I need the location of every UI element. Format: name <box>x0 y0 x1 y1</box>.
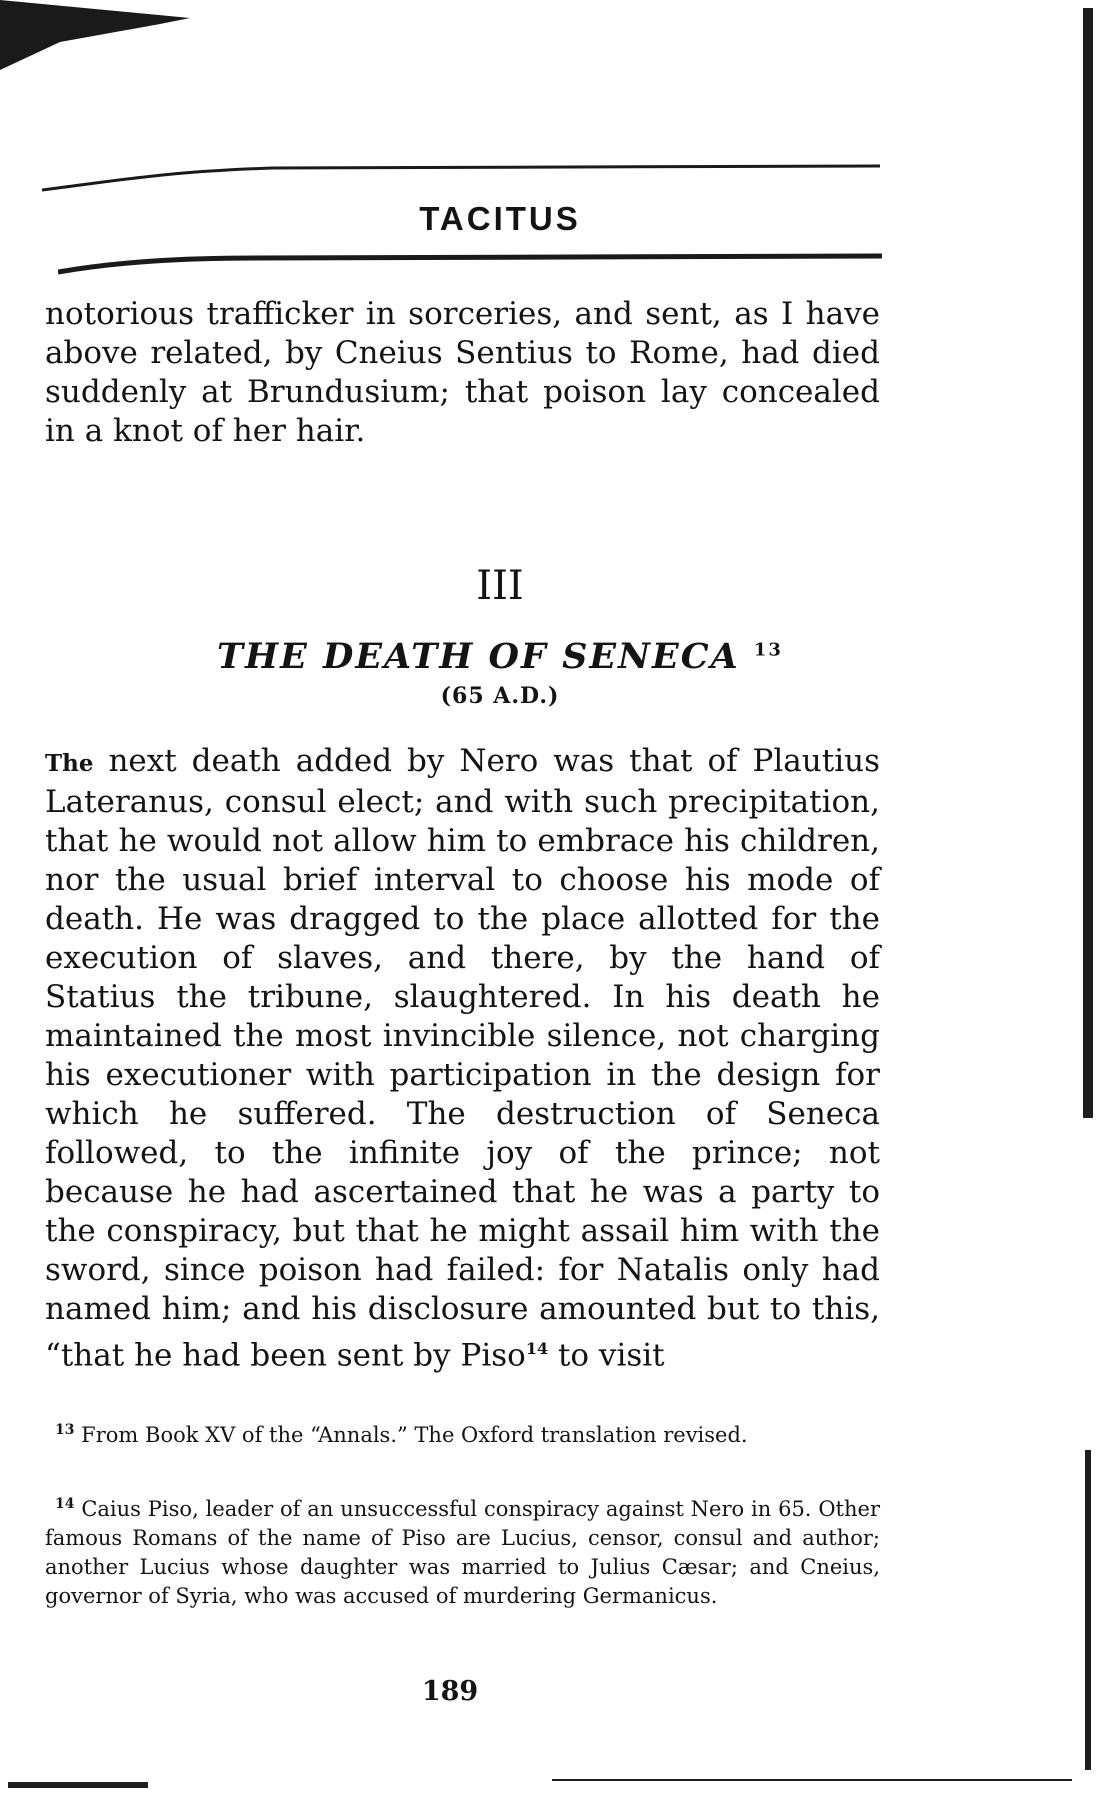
continued-paragraph <box>45 295 880 451</box>
page-edge-shadow-top <box>1083 8 1093 1118</box>
footnote-text: From Book XV of the “Annals.” The Oxford translation revised. <box>81 1423 748 1447</box>
footnote-14 <box>45 1490 880 1611</box>
section-title-footnote-mark: 13 <box>753 639 783 661</box>
opening-word: The <box>45 750 94 777</box>
continued-paragraph-text: notorious trafficker in sorceries, and sent, as I have above related, by Cneius Sentius to Rome, had died suddenly at Brundusium; that poison lay concealed in a knot of her hair. <box>45 296 880 449</box>
bottom-edge-mark-left <box>8 1782 148 1788</box>
footnote-13 <box>45 1416 880 1450</box>
section-number: III <box>476 563 524 609</box>
footnote-number: 14 <box>55 1496 75 1512</box>
section-title <box>0 636 1000 677</box>
bottom-edge-mark-right <box>552 1779 1072 1781</box>
footnote-text: Caius Piso, leader of an unsuccessful conspiracy against Nero in 65. Other famous Romans of the name of Piso are Lucius, censor, consul and author; another Lucius whose daughter was married to Julius Cæsar; and Cneius, governor of Syria, who was accused of murdering Germanicus. <box>45 1497 880 1608</box>
main-paragraph <box>45 742 880 1375</box>
footnote-reference: 14 <box>525 1339 549 1358</box>
running-head: TACITUS <box>419 200 581 237</box>
header-rule-top <box>42 160 880 200</box>
section-date: (65 A.D.) <box>440 683 560 709</box>
header-rule-bottom <box>58 250 882 280</box>
footnote-number: 13 <box>55 1422 75 1438</box>
page-edge-shadow-bottom <box>1085 1450 1091 1770</box>
page-number: 189 <box>421 1676 479 1707</box>
section-title-text: THE DEATH OF SENECA <box>217 636 740 677</box>
main-paragraph-continuation: to visit <box>557 1337 665 1374</box>
corner-ink-smudge <box>0 0 210 90</box>
main-paragraph-text: next death added by Nero was that of Plautius Lateranus, consul elect; and with such precipitation, that he would not allow him to embrace his children, nor the usual brief interval to choose his mode of death. He was dragged to the place allotted for the execution of slaves, and there, by the hand of Statius the tribune, slaughtered. In his death he maintained the most invincible silence, not charging his executioner with participation in the design for which he suffered. The destruction of Seneca followed, to the infinite joy of the prince; not because he had ascertained that he was a party to the conspiracy, but that he might assail him with the sword, since poison had failed: for Natalis only had named him; and his disclosure amounted but to this, “that he had been sent by Piso <box>45 743 880 1374</box>
